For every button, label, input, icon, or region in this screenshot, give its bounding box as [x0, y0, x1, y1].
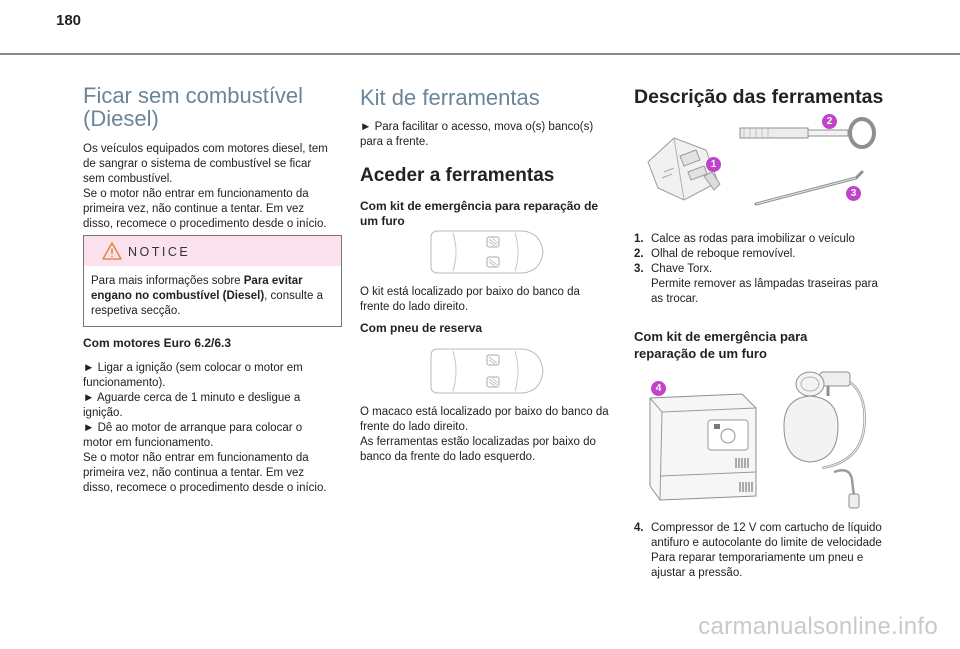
kit-heading — [360, 199, 622, 229]
callout-badge: 2 — [822, 114, 837, 129]
text-line: funcionamento). — [83, 377, 166, 389]
notice-text-bold: Para evitar — [243, 275, 303, 287]
heading-line: reparação de um furo — [634, 346, 767, 361]
column-2-bottom — [360, 405, 622, 465]
text-line: As ferramentas estão localizadas por baixo do — [360, 436, 596, 448]
list-item — [634, 262, 904, 307]
list-item — [634, 247, 904, 262]
watermark: carmanualsonline.info — [698, 613, 938, 640]
title-line: Ficar sem combustível — [83, 83, 304, 108]
text-line: banco da frente do lado esquerdo. — [360, 451, 536, 463]
column-2 — [360, 86, 622, 229]
callout-badge: 3 — [846, 186, 861, 201]
text-line: primeira vez, não continue a tentar. Em vez — [83, 203, 305, 215]
notice-text-bold: engano no combustível (Diesel) — [91, 290, 265, 302]
callout-badge: 1 — [706, 157, 721, 172]
notice-text-part: , consulte a — [264, 290, 323, 302]
notice-text-part: Para mais informações sobre — [91, 275, 244, 287]
text-line: Chave Torx. — [651, 263, 713, 275]
euro-heading: Com motores Euro 6.2/6.3 — [83, 336, 232, 350]
text-line: motor em funcionamento. — [83, 437, 214, 449]
heading-line: um furo — [360, 214, 405, 228]
notice-header — [84, 236, 341, 266]
list-number: 3. — [634, 263, 644, 275]
text-line: O kit está localizado por baixo do banco da — [360, 286, 580, 298]
euro-steps — [83, 361, 345, 496]
compressor-illustration — [644, 368, 890, 514]
text-line: as trocar. — [651, 293, 699, 305]
spare-wheel-heading: Com pneu de reserva — [360, 321, 483, 335]
text-line: disso, recomece o procedimento desde o início. — [83, 482, 327, 494]
column-2-lower — [360, 285, 622, 336]
text-line: Calce as rodas para imobilizar o veículo — [651, 233, 855, 245]
list-number: 1. — [634, 233, 644, 245]
page-number: 180 — [56, 12, 82, 29]
column-3 — [634, 86, 904, 108]
heading-line: Com kit de emergência para reparação de — [360, 199, 599, 213]
tools-list-wrap — [634, 232, 904, 362]
car-top-view-kit-diagram — [425, 229, 545, 275]
list-item — [634, 521, 904, 581]
tools-list — [634, 232, 904, 307]
compressor-heading — [634, 328, 904, 362]
car-top-view-spare-diagram — [425, 347, 545, 395]
text-line: frente do lado direito. — [360, 421, 469, 433]
text-line: ► Aguarde cerca de 1 minuto e desligue a — [83, 392, 301, 404]
text-line: Olhal de reboque removível. — [651, 248, 796, 260]
text-line: Os veículos equipados com motores diesel, tem — [83, 143, 328, 155]
text-line: Para reparar temporariamente um pneu e — [651, 552, 864, 564]
notice-text — [91, 274, 339, 319]
section-title-toolkit: Kit de ferramentas — [360, 85, 540, 110]
text-line: frente do lado direito. — [360, 301, 469, 313]
text-line: Se o motor não entrar em funcionamento da — [83, 452, 309, 464]
section-title-access: Aceder a ferramentas — [360, 165, 555, 186]
list-item — [634, 232, 904, 247]
kit-location-text — [360, 285, 622, 315]
warning-icon — [102, 241, 122, 261]
text-line: ► Para facilitar o acesso, mova o(s) banco(s) — [360, 121, 594, 133]
compressor-list — [634, 521, 904, 581]
text-line: Se o motor não entrar em funcionamento da — [83, 188, 309, 200]
header-divider — [0, 53, 960, 55]
compressor-desc-wrap — [634, 521, 904, 581]
text-line: Permite remover as lâmpadas traseiras para — [651, 278, 878, 290]
column-1 — [83, 84, 345, 232]
section-title-tools: Descrição das ferramentas — [634, 86, 884, 108]
notice-title: NOTICE — [128, 245, 191, 259]
text-line: ajustar a pressão. — [651, 567, 743, 579]
text-line: para a frente. — [360, 136, 429, 148]
text-line: ► Dê ao motor de arranque para colocar o — [83, 422, 303, 434]
text-line: O macaco está localizado por baixo do banco da — [360, 406, 609, 418]
title-line: (Diesel) — [83, 106, 159, 131]
euro-section — [83, 336, 345, 496]
fuel-intro — [83, 142, 345, 232]
text-line: sem combustível. — [83, 173, 173, 185]
text-line: ignição. — [83, 407, 123, 419]
section-title-fuel — [83, 84, 345, 130]
notice-box — [83, 235, 342, 327]
notice-text-part: respetiva secção. — [91, 305, 181, 317]
list-number: 2. — [634, 248, 644, 260]
spare-location-text — [360, 405, 622, 465]
text-line: de sangrar o sistema de combustível se ficar — [83, 158, 312, 170]
heading-line: Com kit de emergência para — [634, 329, 808, 344]
text-line: disso, recomece o procedimento desde o início. — [83, 218, 327, 230]
list-number: 4. — [634, 522, 644, 534]
text-line: Compressor de 12 V com cartucho de líquido — [651, 522, 882, 534]
access-text — [360, 120, 622, 150]
tools-illustration — [644, 112, 876, 210]
callout-badge: 4 — [651, 381, 666, 396]
text-line: primeira vez, não continua a tentar. Em vez — [83, 467, 305, 479]
text-line: antifuro e autocolante do limite de velocidade — [651, 537, 882, 549]
text-line: ► Ligar a ignição (sem colocar o motor em — [83, 362, 303, 374]
